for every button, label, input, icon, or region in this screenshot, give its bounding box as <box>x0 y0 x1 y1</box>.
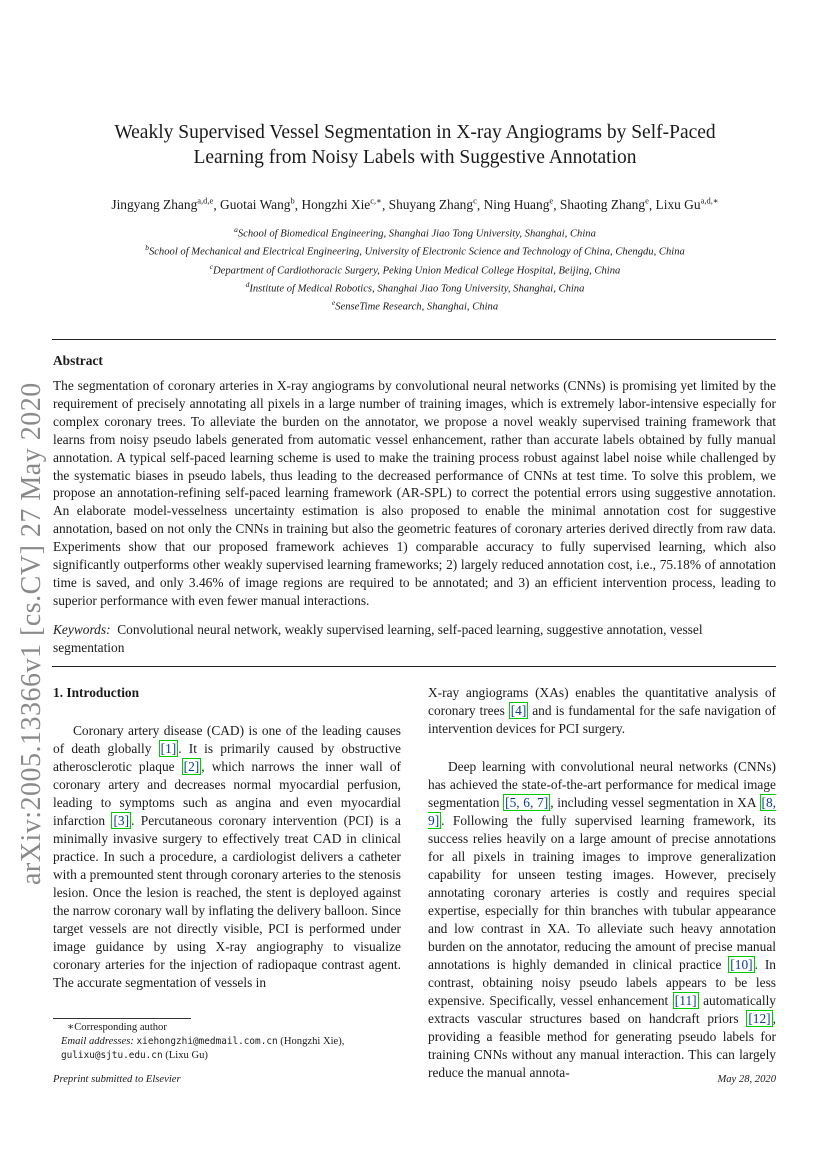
left-column <box>53 684 401 992</box>
email-link[interactable]: xiehongzhi@medmail.com.cn <box>136 1035 278 1047</box>
citation-link[interactable]: [5, 6, 7] <box>505 795 549 810</box>
affiliation: $^b$School of Mechanical and Electrical Engineering, University of Electronic Science and Technology of China, Chengdu, China <box>145 243 685 258</box>
abstract-bottom-rule <box>52 666 776 667</box>
citation-link[interactable]: [11] <box>674 993 697 1008</box>
citation-link[interactable]: [4] <box>510 703 527 718</box>
keywords-label: Keywords: <box>53 622 111 637</box>
author: Shaoting Zhang$^e$ <box>559 196 649 213</box>
author-list: Jingyang Zhang$^{a,d,e}$, Guotai Wang$^b$, Hongzhi Xie$^{c,∗}$, Shuyang Zhang$^c$, Ning Huang$^e$, Shaoting Zhang$^e$, Lixu $Gu^{a,d,∗}$ <box>111 196 719 213</box>
footer-preprint-note: Preprint submitted to Elsevier <box>53 1074 181 1085</box>
affiliation: $^d$Institute of Medical Robotics, Shanghai Jiao Tong University, Shanghai, China <box>245 279 585 295</box>
author: Ning Huang$^e$ <box>483 196 554 213</box>
citation-link[interactable]: [3] <box>113 813 130 828</box>
affiliation: $^e$SenseTime Research, Shanghai, China <box>331 298 499 313</box>
author: Guotai Wang$^b$ <box>220 196 295 213</box>
citation-link[interactable]: [2] <box>183 759 200 774</box>
affiliation-list <box>40 223 790 315</box>
intro-paragraph-2: Deep learning with convolutional neural networks (CNNs) has achieved the state-of-the-art performance for medical image segmentation [5, 6, 7] , including vessel segmentation in XA [8, 9] . Following the fully supervised learning framework, its success relies heavily on a large amount of precise annotations for all pixels in training images to improve generalization capability for unseen testing images. However, precisely annotating coronary arteries is costly and requires special expertise, especially for thin branches with tubular appearance and low contrast in XA. To alleviate such heavy annotation burden on the annotator, reducing the amount of precise manual annotations is highly demanded in clinical practice [10] . In contrast, obtaining noisy pseudo labels appears to be less expensive. Specifically, vessel enhancement [11] automatically extracts vascular structures based on handcraft priors [12] , providing a feasible method for generating pseudo labels for training CNNs without any manual interaction. This can largely reduce the manual annota- <box>428 759 777 1080</box>
affiliation: $^a$School of Biomedical Engineering, Shanghai Jiao Tong University, Shanghai, China <box>234 225 596 240</box>
abstract-top-rule <box>52 339 776 340</box>
author: Shuyang Zhang$^c$ <box>388 196 477 213</box>
keywords-text: Convolutional neural network, weakly supervised learning, self-paced learning, suggestive annotation, vessel segmentation <box>53 622 703 655</box>
section-heading-introduction: 1. Introduction <box>53 685 140 700</box>
footnote <box>53 1021 401 1062</box>
footnote-rule <box>53 1018 191 1019</box>
keywords <box>53 621 776 657</box>
abstract-body: The segmentation of coronary arteries in X-ray angiograms by convolutional neural networks (CNNs) is promising yet limited by the requirement of precisely annotating all pixels in a large number of training images, which is extremely labor-intensive especially for complex coronary trees. To alleviate the burden on the annotator, we propose a novel weakly supervised training framework that learns from noisy pseudo labels generated from automatic vessel enhancement, rather than accurate labels obtained by fully manual annotation. A typical self-paced learning scheme is used to make the training process robust against label noise while challenged by the systematic biases in pseudo labels, thus leading to the decreased performance of CNNs at test time. To solve this problem, we propose an annotation-refining self-paced learning framework (AR-SPL) to correct the potential errors using suggestive annotation. An elaborate model-vesselness uncertainty estimation is also proposed to enable the minimal annotation cost for suggestive annotation, based on not only the CNNs in training but also the geometric features of coronary arteries derived directly from raw data. Experiments show that our proposed framework achieves 1) comparable accuracy to fully supervised learning, which also significantly outperforms other weakly supervised learning frameworks; 2) largely reduced annotation cost, i.e., 75.18% of annotation time is saved, and only 3.46% of image regions are required to be annotated; and 3) an efficient intervention process, leading to superior performance with even fewer manual interactions. <box>53 378 776 608</box>
paper-title <box>60 120 770 170</box>
affiliation: $^c$Department of Cardiothoracic Surgery, Peking Union Medical College Hospital, Beijing, China <box>209 261 621 277</box>
title-line-1: Weakly Supervised Vessel Segmentation in X-ray Angiograms by Self-Paced <box>114 122 716 143</box>
intro-paragraph-1-continued: X-ray angiograms (XAs) enables the quantitative analysis of coronary trees [4] and is fundamental for the safe navigation of intervention devices for PCI surgery. <box>428 685 776 736</box>
citation-link[interactable]: [10] <box>730 957 753 972</box>
email-addresses: Email addresses: xiehongzhi@medmail.com.cn (Hongzhi Xie), gulixu@sjtu.edu.cn (Lixu Gu) <box>61 1035 345 1061</box>
right-column <box>428 684 776 1082</box>
citation-link[interactable]: [1] <box>160 741 177 756</box>
citation-link[interactable]: [12] <box>748 1011 771 1026</box>
footer-date: May 28, 2020 <box>717 1074 776 1085</box>
corresponding-author-note: ∗Corresponding author <box>67 1022 167 1033</box>
author: Jingyang Zhang$^{a,d,e}$ <box>111 196 214 213</box>
email-link[interactable]: gulixu@sjtu.edu.cn <box>61 1049 163 1061</box>
author: Hongzhi Xie$^{c,∗}$ <box>301 196 382 213</box>
intro-paragraph-1: Coronary artery disease (CAD) is one of the leading causes of death globally [1] . It is primarily caused by obstructive atherosclerotic plaque [2] , which narrows the inner wall of coronary artery and decreases normal myocardial perfusion, leading to symptoms such as angina and even myocardial infarction [3] . Percutaneous coronary intervention (PCI) is a minimally invasive surgery to effectively treat CAD in clinical practice. In such a procedure, a cardiologist delivers a catheter with a premounted stent through coronary arteries to the stenosis lesion. Once the lesion is reached, the stent is deployed against the narrow coronary wall by inflating the delivery balloon. Since target vessels are not directly visible, PCI is performed under image guidance by using X-ray angiography to visualize coronary arteries for the injection of radiopaque contrast agent. The accurate segmentation of vessels in <box>53 723 402 990</box>
title-line-2: Learning from Noisy Labels with Suggestive Annotation <box>193 147 637 168</box>
arxiv-identifier-stamp: arXiv:2005.13366v1 [cs.CV] 27 May 2020 <box>16 382 47 885</box>
citation-link[interactable]: [8, 9] <box>428 795 777 828</box>
abstract-heading: Abstract <box>53 353 103 368</box>
author: Lixu $Gu^{a,d,∗}$ <box>655 196 719 213</box>
